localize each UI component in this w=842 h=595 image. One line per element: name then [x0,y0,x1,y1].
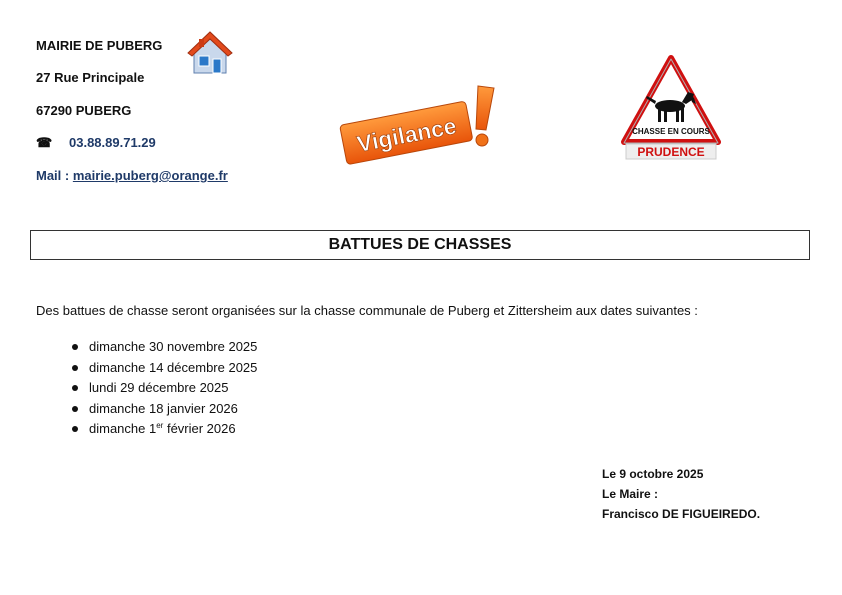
mairie-address: 27 Rue Principale [36,70,145,85]
page-title: BATTUES DE CHASSES [30,230,810,260]
vigilance-text: Vigilance [354,112,459,158]
list-item: dimanche 18 janvier 2026 [58,399,257,420]
intro-text: Des battues de chasse seront organisées sur la chasse communale de Puberg et Zittersheim aux dates suivantes : [36,303,698,318]
signature-name: Francisco DE FIGUEIREDO. [602,507,761,521]
hunting-warning-sign [620,54,722,162]
dates-list [58,337,257,440]
signature-role: Le Maire : [602,487,659,501]
bullet-icon [72,426,78,432]
mail-label: Mail : [36,168,70,183]
sign-bottom-text: PRUDENCE [637,145,705,159]
signature-date: Le 9 octobre 2025 [602,467,704,481]
vigilance-graphic [336,80,506,168]
sign-top-text: CHASSE EN COURS [632,127,710,136]
list-item: dimanche 14 décembre 2025 [58,358,257,379]
mail-link[interactable]: mairie.puberg@orange.fr [72,168,228,183]
phone-icon: ☎ [36,135,53,150]
bullet-icon [72,406,78,412]
phone-number: 03.88.89.71.29 [69,135,156,150]
mairie-city: 67290 PUBERG [36,103,132,118]
list-item: lundi 29 décembre 2025 [58,378,257,399]
mairie-name: MAIRIE DE PUBERG [36,38,163,53]
bullet-icon [72,365,78,371]
bullet-icon [72,385,78,391]
house-icon [186,29,234,75]
bullet-icon [72,344,78,350]
list-item: dimanche 1er février 2026 [58,419,257,440]
mairie-phone-line [36,135,156,151]
mairie-mail-line [36,168,228,183]
list-item: dimanche 30 novembre 2025 [58,337,257,358]
